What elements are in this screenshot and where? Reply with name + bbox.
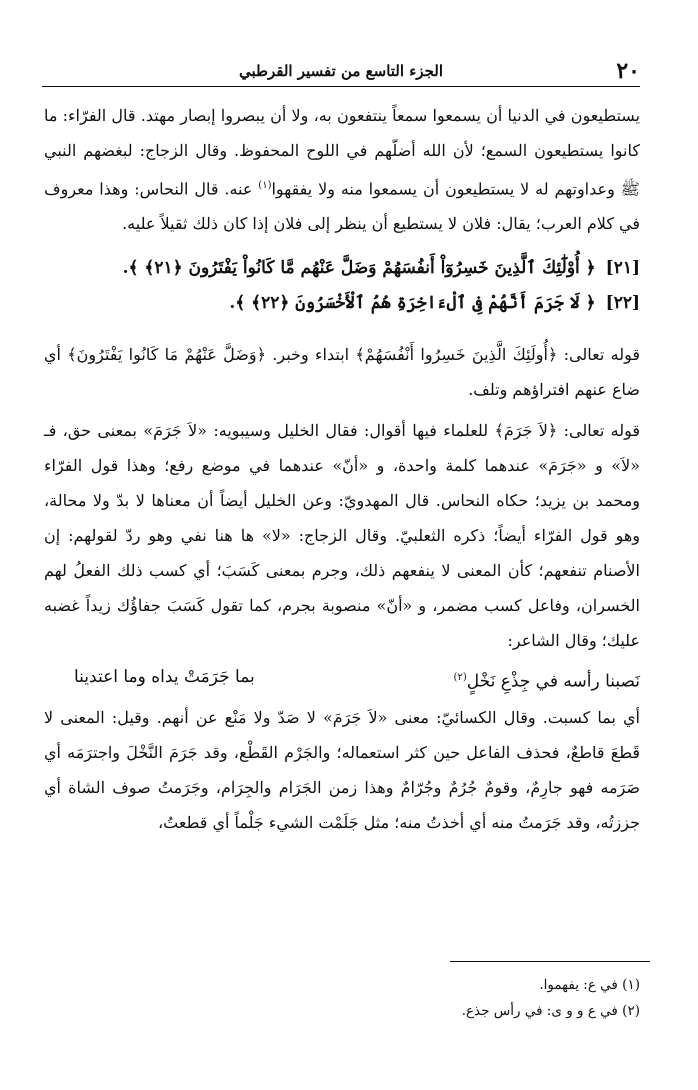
paragraph-3: قوله تعالى: ﴿لاَ جَرَمَ﴾ للعلماء فيها أقوال: فقال الخليل وسيبويه: «لاَ جَرَمَ» بمعنى حق، فـ «لاَ» و «جَرَمَ» عندهما كلمة واحدة، و «أنّ» عندهما في موضع رفع؛ وهذا قول الفرّاء ومحمد بن يزيد؛ حكاه النحاس. قال المهدويّ: وعن الخليل أيضاً أن معناها لا بدّ ولا محالة، وهو قول الفرّاء أيضاً؛ ذكره الثعلبيّ. وقال الزجاج: «لا» ها هنا نفي وهو ردّ لقولهم: إن الأصنام تنفعهم؛ كأن المعنى لا ينفعهم ذلك، وجرم بمعنى كَسَبَ؛ أي كسب ذلك الفعلُ لهم الخسران، وفاعل كسب مضمر، و «أنّ» منصوبة بجرم، كما تقول كَسَبَ جفاؤُك زيداً غضبه عليك؛ وقال الشاعر: — [44, 421, 640, 651]
footnote-2: (٢) في ع و و ى: في رأس جذع. — [461, 1003, 640, 1019]
footnote-1: (١) في ع: يفهموا. — [539, 977, 640, 993]
verse-21-text: ﴿ أُوْلَٰٓئِكَ ٱلَّذِينَ خَسِرُوٓاْ أَنفُسَهُمْ وَضَلَّ عَنْهُم مَّا كَانُواْ يَفْتَرُونَ ﴿٢١﴾ ﴾. — [122, 258, 596, 279]
verse-22 — [44, 286, 640, 321]
paragraph-1-text: يستطيعون في الدنيا أن يسمعوا سمعاً ينتفعون به، ولا أن يبصروا إبصار مهتد. قال الفرّاء: ما كانوا يستطيعون السمع؛ لأن الله أضلّهم في اللوح المحفوظ. وقال الزجاج: لبغضهم النبي ﷺ وعداوتهم له لا يستطيعون أن يسمعوا منه ولا يفقهوا — [44, 106, 641, 199]
page-header — [42, 54, 640, 87]
poem-hemistich-2: بما جَرَمَتْ يداه وما اعتدينا — [74, 667, 255, 688]
paragraph-4: أي بما كسبت. وقال الكسائيّ: معنى «لاَ جَرَمَ» لا صَدّ ولا مَنْع عن أنهم. وقيل: المعنى لا قَطعَ قاطعٌ، فحذف الفاعل حين كثر استعماله؛ والجَرْم القَطْع، وقد جَرَمَ النَّخْلَ واجترَمَه أي صَرَمه فهو جارِمٌ، وقومٌ جُرُمٌ وجُرّامٌ وهذا زمن الجَرَام والجِرَام، وجَرَمتُ صوف الشاة أي جززتُه، وقد جَرَمتُ منه أي أخذتُ منه؛ مثل جَلَمْت الشيء جَلْماً أي قطعتُ، — [44, 708, 641, 833]
verse-22-text: ﴿ لَا جَرَمَ أَنَّهُمْ فِى ٱلْءَاخِرَةِ هُمُ ٱلْأَخْسَرُونَ ﴿٢٢﴾ ﴾. — [229, 293, 596, 314]
poem-hemistich-1-text: نَصبنا رأسه في جِذْعِ نَخْلٍ — [466, 671, 640, 692]
footnote-ref-1: (١) — [258, 180, 272, 191]
verse-21-number: [٢١] — [605, 258, 640, 279]
paragraph-2: قوله تعالى: ﴿أُولَئِكَ الَّذِينَ خَسِرُوا أَنْفُسَهُمْ﴾ ابتداء وخبر. ﴿وَضَلَّ عَنْهُمْ مَا كَانُوا يَفْتَرُونَ﴾ أي ضاع عنهم افتراؤهم وتلف. — [44, 345, 640, 400]
running-title: الجزء التاسع من تفسير القرطبي — [239, 62, 443, 80]
footnote-separator — [450, 961, 650, 962]
page-number: ٢٠ — [616, 58, 640, 84]
poem-verse — [44, 660, 640, 700]
footnote-ref-2: (٢) — [453, 672, 467, 684]
paragraph-1 — [44, 98, 640, 241]
paragraph-1-end: عنه. قال النحاس: وهذا معروف في كلام العرب؛ يقال: فلان لا يستطيع أن ينظر إلى فلان إذا كان ذلك ثقيلاً عليه. — [44, 179, 640, 234]
page-body — [44, 98, 640, 840]
footnotes — [300, 972, 640, 1024]
poem-hemistich-1 — [454, 660, 640, 700]
verse-22-number: [٢٢] — [605, 293, 640, 314]
verse-21 — [44, 251, 640, 286]
